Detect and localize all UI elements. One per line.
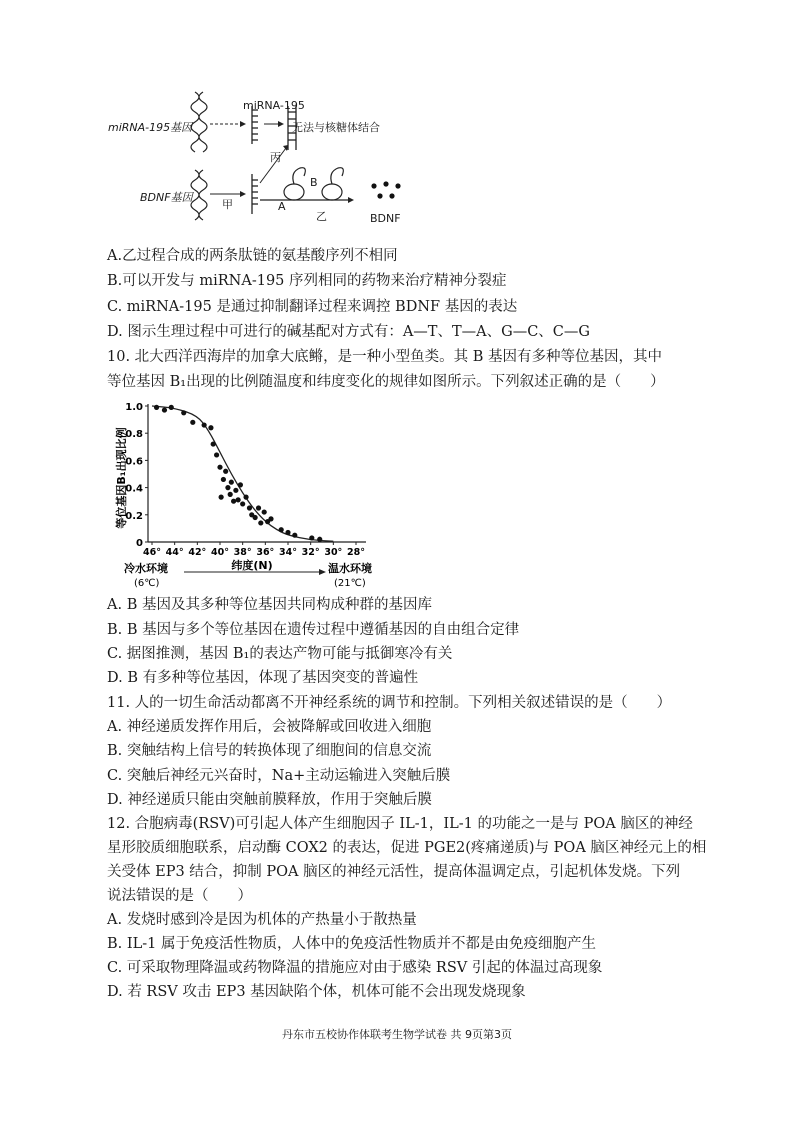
data-point [229, 480, 234, 485]
data-point [256, 505, 261, 510]
data-point [223, 469, 228, 474]
mirna-label: miRNA-195 [243, 99, 305, 112]
data-point [217, 465, 222, 470]
x-tick-label: 36° [256, 547, 275, 558]
bdnf-protein-dots [371, 181, 400, 198]
ribosome-b-label: B [310, 176, 318, 189]
q10-option-c: C. 据图推测，基因 B₁的表达产物可能与抵御寒冷有关 [107, 646, 453, 662]
data-point [214, 452, 219, 457]
process-bing-label: 丙 [270, 151, 281, 164]
x-tick-label: 34° [279, 547, 297, 558]
data-point [240, 501, 245, 506]
data-point [231, 499, 236, 504]
data-point [190, 420, 195, 425]
data-point [247, 505, 252, 510]
q11-option-c: C. 突触后神经元兴奋时，Na+主动运输进入突触后膜 [107, 768, 451, 784]
page-footer: 丹东市五校协作体联考生物学试卷 共 9页第3页 [282, 1028, 512, 1041]
data-point [317, 537, 322, 542]
q10-option-b: B. B 基因与多个等位基因在遗传过程中遵循基因的自由组合定律 [107, 622, 520, 638]
x-tick-label: 44° [165, 547, 184, 558]
bdnf-gene-label: BDNF基因 [140, 191, 193, 204]
x-tick-label: 30° [324, 547, 343, 558]
data-point [243, 495, 248, 500]
q10-stem-line-1: 10. 北大西洋西海岸的加拿大底鳉，是一种小型鱼类。其 B 基因有多种等位基因，其中 [107, 349, 663, 365]
fit-curve [152, 406, 333, 541]
mirna-gene-label: miRNA-195基因 [108, 121, 193, 134]
data-point [181, 410, 186, 415]
x-right-label: 温水环境 [328, 562, 372, 575]
ribosome-a-label: A [278, 200, 286, 213]
x-left-temp: (6℃) [134, 578, 160, 589]
data-point [154, 405, 159, 410]
allele-frequency-chart [104, 396, 394, 592]
data-point [225, 485, 230, 490]
q11-option-a: A. 神经递质发挥作用后，会被降解或回收进入细胞 [107, 719, 432, 735]
q12-option-a: A. 发烧时感到冷是因为机体的产热量小于散热量 [107, 912, 417, 928]
data-point [162, 407, 167, 412]
q11-option-d: D. 神经递质只能由突触前膜释放，作用于突触后膜 [107, 792, 432, 808]
q11-stem: 11. 人的一切生命活动都离不开神经系统的调节和控制。下列相关叙述错误的是（ ） [107, 695, 672, 711]
x-tick-label: 32° [301, 547, 320, 558]
data-point [208, 425, 213, 430]
y-tick-label: 0.2 [125, 510, 143, 522]
data-point [221, 477, 226, 482]
data-point [279, 527, 284, 532]
y-tick-label: 0.6 [125, 456, 143, 468]
data-point [253, 515, 258, 520]
q10-option-d: D. B 有多种等位基因，体现了基因突变的普遍性 [107, 670, 419, 686]
x-tick-label: 40° [211, 547, 229, 558]
data-point [202, 422, 207, 427]
x-tick-label: 46° [143, 547, 161, 558]
data-point [238, 482, 243, 487]
x-left-label: 冷水环境 [124, 562, 168, 575]
data-point [309, 535, 314, 540]
data-point [219, 495, 224, 500]
q12-stem-line-2: 星形胶质细胞联系，启动酶 COX2 的表达，促进 PGE2(疼痛递质)与 POA 脑区神经元上的相 [107, 840, 707, 856]
x-tick-label: 38° [233, 547, 252, 558]
x-tick-label: 42° [188, 547, 207, 558]
q12-option-d: D. 若 RSV 攻击 EP3 基因缺陷个体，机体可能不会出现发烧现象 [107, 984, 526, 1000]
mirna-gene-dna-icon [191, 92, 207, 152]
q9-option-b: B.可以开发与 miRNA-195 序列相同的药物来治疗精神分裂症 [107, 273, 507, 289]
bdnf-mrna-strand [252, 174, 258, 214]
data-point [228, 492, 233, 497]
q12-option-c: C. 可采取物理降温或药物降温的措施应对由于感染 RSV 引起的体温过高现象 [107, 960, 603, 976]
process-jia-label: 甲 [222, 198, 233, 211]
q12-stem-line-3: 关受体 EP3 结合，抑制 POA 脑区的神经元活性，提高体温调定点，引起机体发烧。下列 [107, 864, 681, 880]
y-tick-label: 0.8 [125, 429, 143, 441]
x-tick-label: 28° [347, 547, 365, 558]
chart-ylabel: 等位基因B₁出现比例 [115, 427, 128, 529]
q10-option-a: A. B 基因及其多种等位基因共同构成种群的基因库 [107, 597, 432, 613]
data-point [292, 533, 297, 538]
x-axis-label: 纬度(N) [231, 559, 273, 572]
bdnf-label: BDNF [370, 212, 401, 225]
data-point [268, 516, 273, 521]
q9-option-c: C. miRNA-195 是通过抑制翻译过程来调控 BDNF 基因的表达 [107, 299, 518, 315]
data-point [233, 488, 238, 493]
bdnf-gene-dna-icon [191, 170, 207, 220]
q12-option-b: B. IL-1 属于免疫活性物质，人体中的免疫活性物质并不都是由免疫细胞产生 [107, 936, 596, 952]
data-point [262, 509, 267, 514]
q10-stem-line-2: 等位基因 B₁出现的比例随温度和纬度变化的规律如图所示。下列叙述正确的是（ ） [107, 374, 665, 390]
no-bind-label: 无法与核糖体结合 [292, 121, 380, 134]
data-point [211, 441, 216, 446]
data-point [169, 405, 174, 410]
q12-stem-line-4: 说法错误的是（ ） [107, 888, 252, 904]
y-tick-label: 0.4 [125, 483, 143, 495]
process-yi-label: 乙 [316, 210, 327, 223]
q9-option-d: D. 图示生理过程中可进行的碱基配对方式有：A—T、T—A、G—C、C—G [107, 324, 590, 340]
data-point [236, 497, 241, 502]
x-right-temp: (21℃) [334, 578, 366, 589]
y-tick-label: 0 [136, 538, 143, 549]
data-point [285, 530, 290, 535]
q9-option-a: A.乙过程合成的两条肽链的氨基酸序列不相同 [107, 248, 398, 264]
y-tick-label: 1.0 [125, 402, 143, 413]
data-point [258, 520, 263, 525]
q12-stem-line-1: 12. 合胞病毒(RSV)可引起人体产生细胞因子 IL-1，IL-1 的功能之一是与 POA 脑区的神经 [107, 816, 693, 832]
q11-option-b: B. 突触结构上信号的转换体现了细胞间的信息交流 [107, 743, 432, 759]
